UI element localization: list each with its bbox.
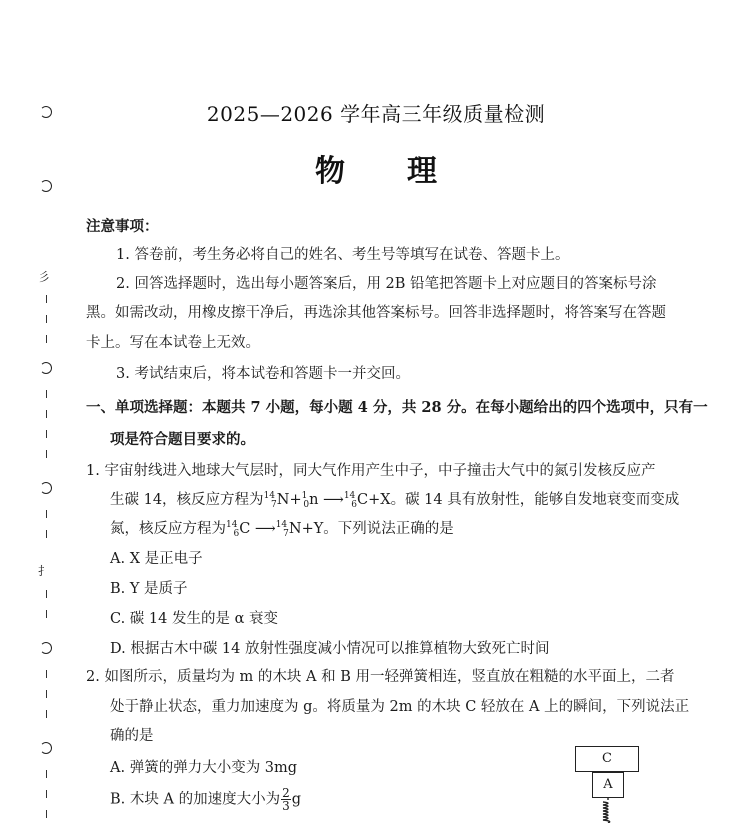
section-heading: 一、单项选择题：本题共 7 小题，每小题 4 分，共 28 分。在每小题给出的四个选项中，只有一 [86, 399, 708, 416]
note-item-3: 3. 考试结束后，将本试卷和答题卡一并交回。 [116, 366, 410, 382]
question-2-stem-cont: 确的是 [110, 728, 154, 744]
binding-hole-icon [40, 642, 52, 654]
question-1-option-b: B. Y 是质子 [110, 581, 188, 597]
subject-title: 物理 [315, 154, 499, 189]
question-1-option-c: C. 碳 14 发生的是 α 衰变 [110, 611, 278, 627]
question-1-option-d: D. 根据古木中碳 14 放射性强度减小情况可以推算植物大致死亡时间 [110, 641, 550, 657]
binding-hole-icon [40, 742, 52, 754]
spring-icon [600, 798, 616, 823]
block-c: C [575, 746, 639, 772]
note-item-2-cont: 黑。如需改动，用橡皮擦干净后，再选涂其他答案标号。回答非选择题时，将答案写在答题 [86, 305, 666, 321]
note-item-2-cont: 卡上。写在本试卷上无效。 [86, 335, 260, 351]
question-1-stem-cont: 氮，核反应方程为$^{14}_6$C ⟶$^{14}_7$N+Y。下列说法正确的是 [110, 520, 454, 539]
question-2-stem: 2. 如图所示，质量均为 m 的木块 A 和 B 用一轻弹簧相连，竖直放在粗糙的水平面上，二者 [86, 669, 675, 685]
binding-margin [34, 90, 58, 823]
notes-heading: 注意事项： [86, 218, 159, 235]
question-1-stem-cont: 生碳 14，核反应方程为$^{14}_7$N+$^1_0$n ⟶$^{14}_6$C+X。碳 14 具有放射性，能够自发地衰变而变成 [110, 491, 680, 510]
note-item-2: 2. 回答选择题时，选出每小题答案后，用 2B 铅笔把答题卡上对应题目的答案标号涂 [116, 276, 657, 292]
exam-title: 2025—2026 学年高三年级质量检测 [206, 102, 546, 126]
section-heading-cont: 项是符合题目要求的。 [110, 431, 255, 448]
binding-mark-icon: 扌 [38, 564, 51, 578]
fraction: $\frac{2}{3}$ [282, 786, 290, 813]
question-2-stem-cont: 处于静止状态，重力加速度为 g。将质量为 2m 的木块 C 轻放在 A 上的瞬间，下列说法正 [110, 699, 690, 715]
question-1-stem: 1. 宇宙射线进入地球大气层时，同大气作用产生中子，中子撞击大气中的氮引发核反应产 [86, 463, 656, 479]
note-item-1: 1. 答卷前，考生务必将自己的姓名、考生号等填写在试卷、答题卡上。 [116, 247, 570, 263]
binding-hole-icon [40, 482, 52, 494]
nuclear-equation-2: $^{14}_6$C ⟶$^{14}_7$N+Y [226, 520, 324, 539]
question-2-option-b: B. 木块 A 的加速度大小为 $\frac{2}{3}$ g [110, 786, 302, 813]
binding-mark-icon: 彡 [38, 270, 51, 284]
nuclear-equation-1: $^{14}_7$N+$^1_0$n ⟶$^{14}_6$C+X [263, 491, 391, 510]
question-1-option-a: A. X 是正电子 [110, 551, 203, 567]
block-a: A [592, 772, 624, 798]
question-2-option-a: A. 弹簧的弹力大小变为 3mg [110, 760, 298, 776]
binding-hole-icon [40, 362, 52, 374]
blocks-spring-figure [575, 746, 645, 823]
